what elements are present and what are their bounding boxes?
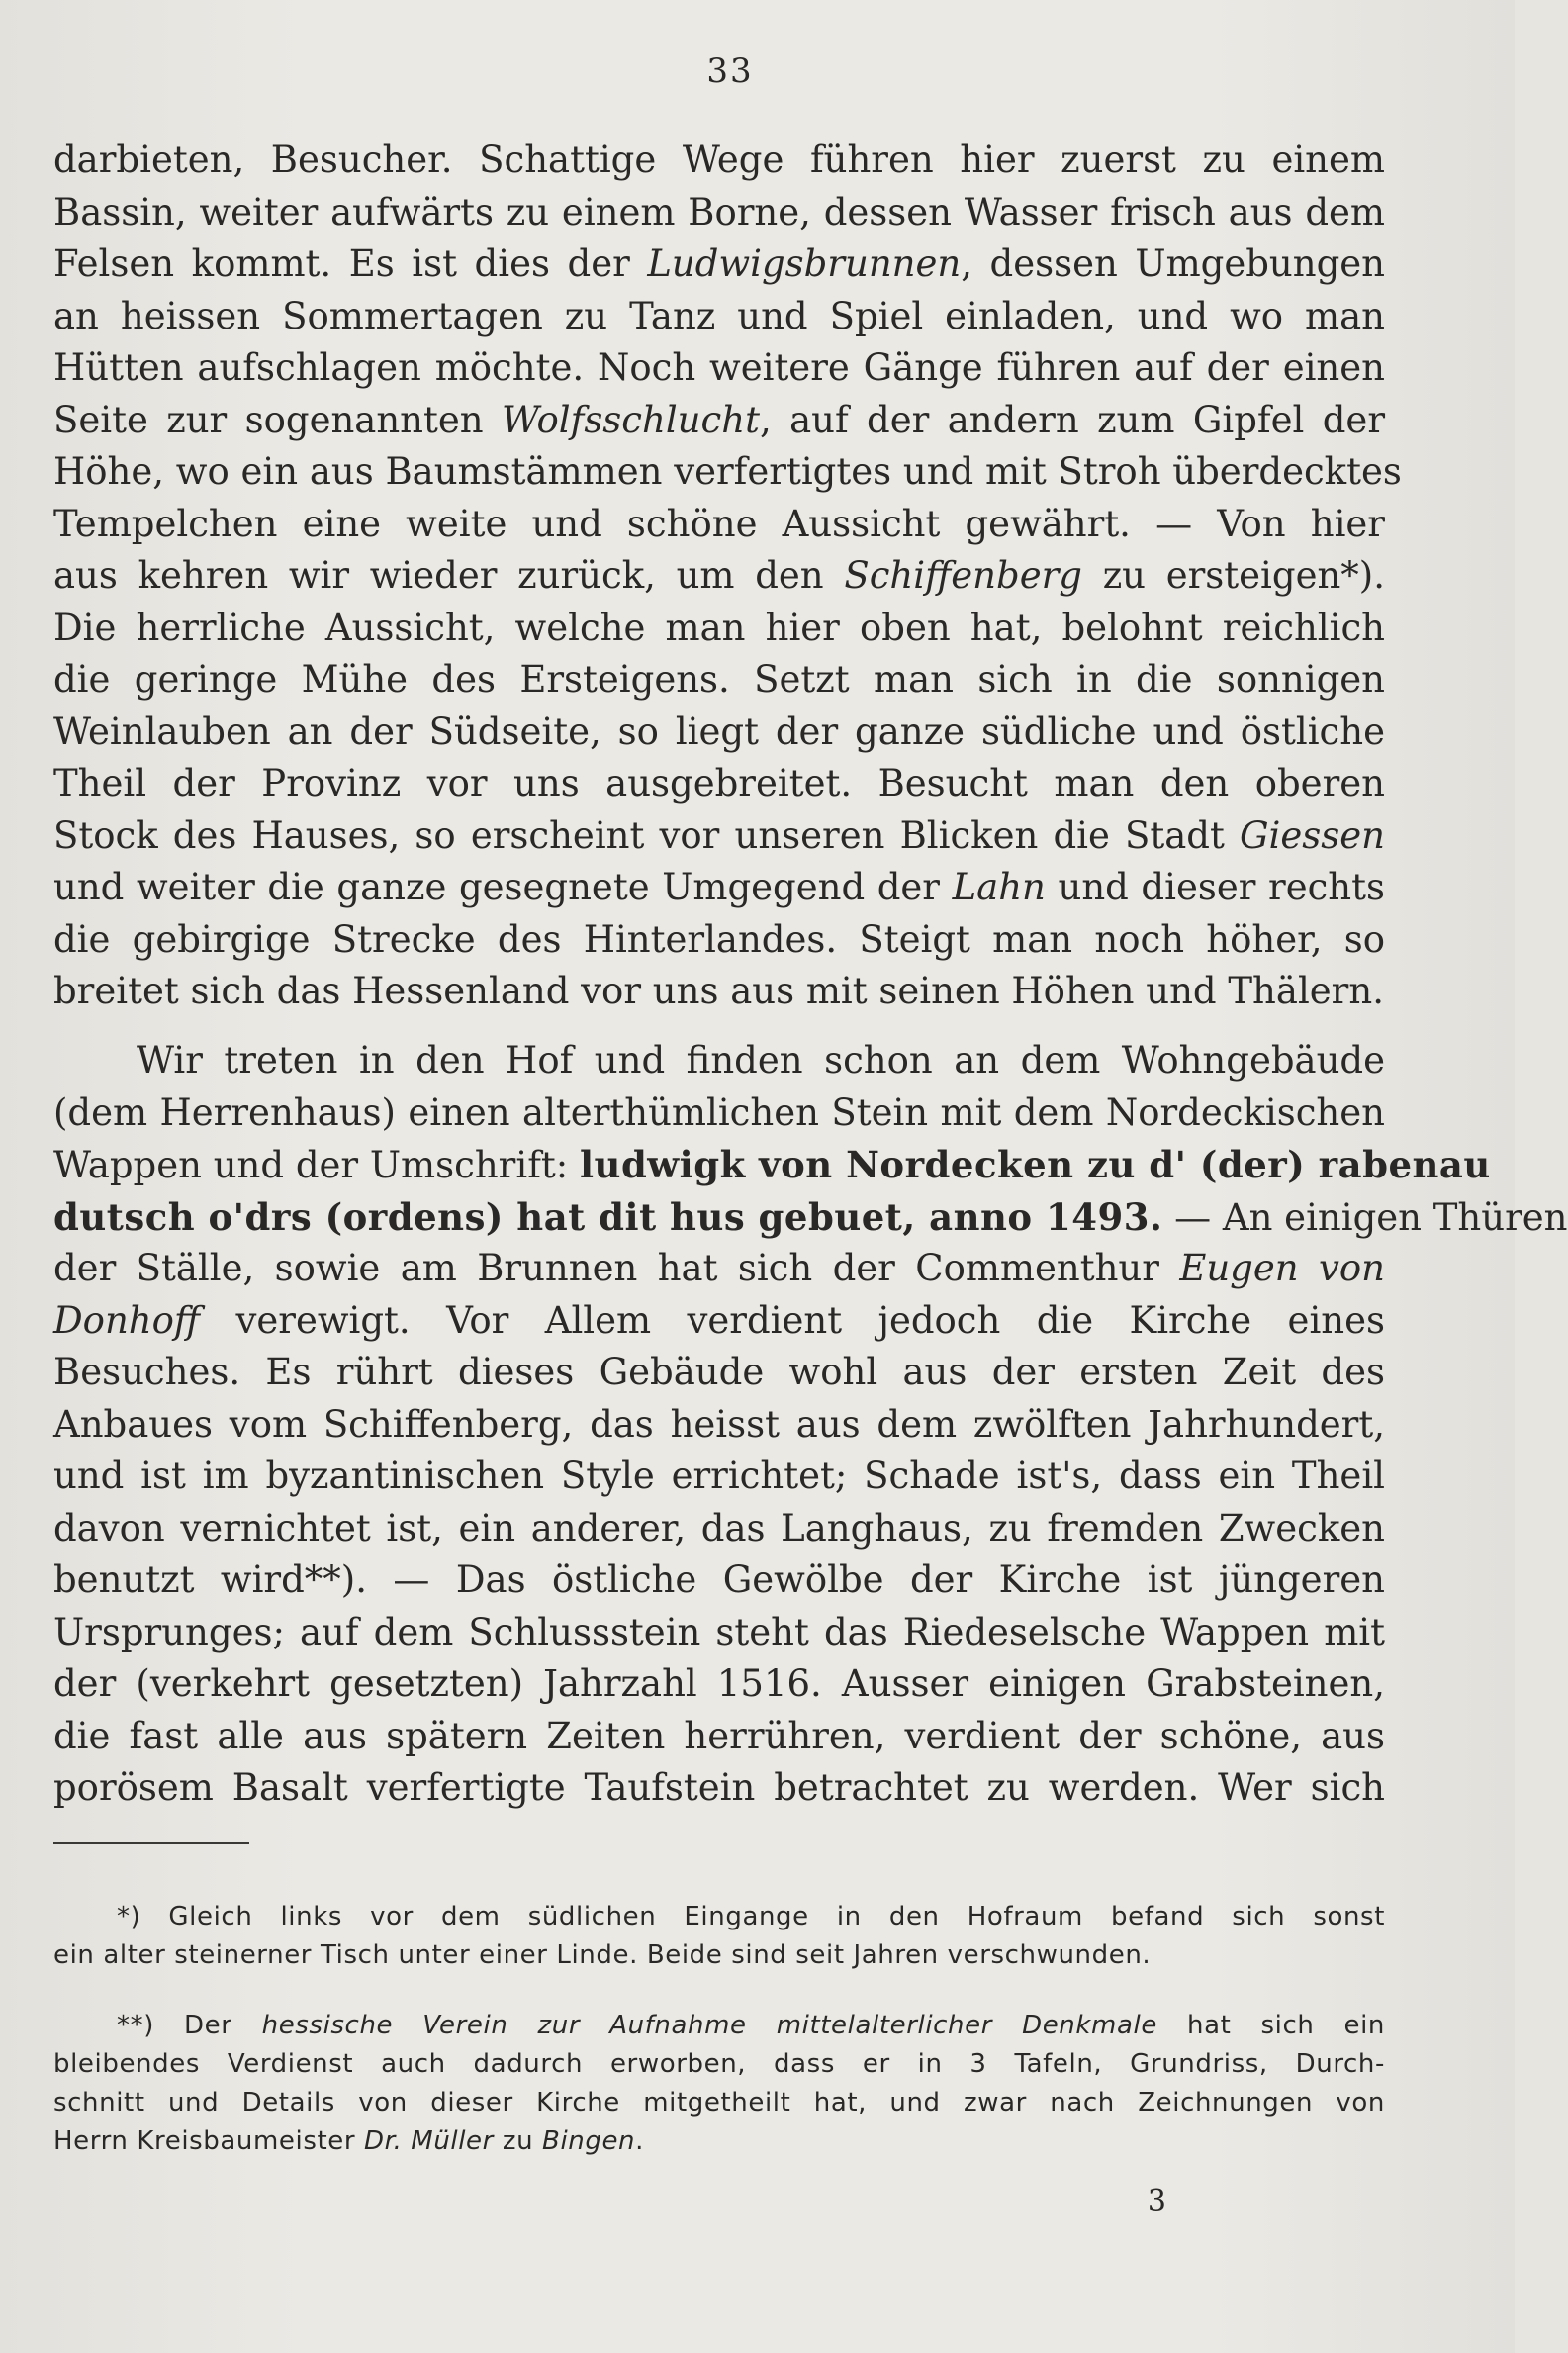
footnote-line: ein alter steinerner Tisch unter einer Linde. Beide sind seit Jahren verschwunden. xyxy=(53,1940,1152,1970)
place-name-giessen: Giessen xyxy=(1240,813,1385,857)
footnote-line: schnitt und Details von dieser Kirche mitgetheilt hat, und zwar nach Zeichnungen von xyxy=(53,2088,1385,2118)
text-line: Theil der Provinz vor uns ausgebreitet. Besucht man den oberen xyxy=(53,762,1385,804)
text-line: Höhe, wo ein aus Baumstämmen verfertigtes und mit Stroh überdecktes xyxy=(53,450,1402,493)
person-name: Eugen von xyxy=(1179,1247,1385,1289)
footnote-line: Herrn Kreisbaumeister Dr. Müller zu Bingen. xyxy=(53,2126,645,2156)
text-line: Besuches. Es rührt dieses Gebäude wohl aus der ersten Zeit des xyxy=(53,1351,1385,1393)
text-line: der Ställe, sowie am Brunnen hat sich der Commenthur Eugen von xyxy=(53,1247,1385,1289)
text-line: Ursprunges; auf dem Schlussstein steht das Riedeselsche Wappen mit xyxy=(53,1610,1385,1653)
text-line: und weiter die ganze gesegnete Umgegend der Lahn und dieser rechts xyxy=(53,866,1385,908)
text-line: dutsch o'drs (ordens) hat dit hus gebuet, anno 1493. — An einigen Thüren xyxy=(53,1194,1568,1239)
text-line: Hütten aufschlagen möchte. Noch weitere Gänge führen auf der einen xyxy=(53,346,1385,389)
inscription-text: dutsch o'drs (ordens) hat dit hus gebuet, anno 1493. xyxy=(53,1194,1163,1239)
text-line: Tempelchen eine weite und schöne Aussicht gewährt. — Von hier xyxy=(53,502,1385,545)
text-line: (dem Herrenhaus) einen alterthümlichen Stein mit dem Nordeckischen xyxy=(53,1090,1385,1134)
person-name: Dr. Müller xyxy=(364,2126,494,2156)
paragraph-2 xyxy=(53,1035,1568,1815)
text-line: Wir treten in den Hof und finden schon an dem Wohngebäude xyxy=(137,1039,1385,1082)
text-line: benutzt wird**). — Das östliche Gewölbe der Kirche ist jüngeren xyxy=(53,1558,1385,1601)
footnote-1 xyxy=(53,1898,1385,1975)
footnote-2 xyxy=(53,2007,1385,2161)
footnote-line: *) Gleich links vor dem südlichen Eingange in den Hofraum befand sich sonst xyxy=(117,1902,1385,1931)
text-line: aus kehren wir wieder zurück, um den Schiffenberg zu ersteigen*). xyxy=(53,554,1386,597)
place-name-schiffenberg: Schiffenberg xyxy=(844,554,1082,597)
footnote-divider xyxy=(53,1842,249,1844)
page-number: 33 xyxy=(706,51,754,91)
place-name-bingen: Bingen xyxy=(542,2126,636,2156)
footnote-line: **) Der hessische Verein zur Aufnahme mittelalterlicher Denkmale hat sich ein xyxy=(117,2011,1385,2040)
text-line: und ist im byzantinischen Style errichtet; Schade ist's, dass ein Theil xyxy=(53,1455,1385,1497)
text-line: die fast alle aus spätern Zeiten herrühren, verdient der schöne, aus xyxy=(53,1714,1385,1757)
text-line: Seite zur sogenannten Wolfsschlucht, auf der andern zum Gipfel der xyxy=(53,398,1386,441)
text-line: die geringe Mühe des Ersteigens. Setzt man sich in die sonnigen xyxy=(53,658,1385,701)
text-line: porösem Basalt verfertigte Taufstein betrachtet zu werden. Wer sich xyxy=(53,1766,1385,1809)
society-name: hessische Verein zur Aufnahme mittelalterlicher Denkmale xyxy=(261,2011,1157,2040)
text-line: der (verkehrt gesetzten) Jahrzahl 1516. Ausser einigen Grabsteinen, xyxy=(53,1662,1385,1705)
text-line: darbieten, Besucher. Schattige Wege führen hier zuerst zu einem xyxy=(53,139,1385,181)
text-line: an heissen Sommertagen zu Tanz und Spiel einladen, und wo man xyxy=(53,294,1385,337)
text-line: Anbaues vom Schiffenberg, das heisst aus dem zwölften Jahrhundert, xyxy=(53,1402,1385,1446)
text-line: Donhoff verewigt. Vor Allem verdient jedoch die Kirche eines xyxy=(53,1298,1385,1342)
text-line: die gebirgige Strecke des Hinterlandes. Steigt man noch höher, so xyxy=(53,917,1385,961)
text-line: Wappen und der Umschrift: ludwigk von Nordecken zu d' (der) rabenau xyxy=(53,1143,1491,1186)
place-name-wolfsschlucht: Wolfsschlucht xyxy=(502,398,760,441)
signature-mark: 3 xyxy=(1147,2184,1166,2218)
place-name-lahn: Lahn xyxy=(952,866,1046,908)
text-line: breitet sich das Hessenland vor uns aus mit seinen Höhen und Thälern. xyxy=(53,970,1384,1012)
paragraph-1 xyxy=(53,135,1402,1018)
person-name: Donhoff xyxy=(53,1298,201,1342)
text-line: Felsen kommt. Es ist dies der Ludwigsbrunnen, dessen Umgebungen xyxy=(53,242,1386,285)
footnote-line: bleibendes Verdienst auch dadurch erworben, dass er in 3 Tafeln, Grundriss, Durch- xyxy=(53,2049,1385,2079)
text-line: davon vernichtet ist, ein anderer, das Langhaus, zu fremden Zwecken xyxy=(53,1506,1385,1550)
text-line: Die herrliche Aussicht, welche man hier oben hat, belohnt reichlich xyxy=(53,606,1385,649)
place-name-ludwigsbrunnen: Ludwigsbrunnen xyxy=(647,242,962,285)
text-line: Weinlauben an der Südseite, so liegt der ganze südliche und östliche xyxy=(53,709,1385,753)
text-line: Bassin, weiter aufwärts zu einem Borne, dessen Wasser frisch aus dem xyxy=(53,190,1385,234)
text-line: Stock des Hauses, so erscheint vor unseren Blicken die Stadt Giessen xyxy=(53,813,1385,857)
inscription-text: ludwigk von Nordecken zu d' (der) rabenau xyxy=(579,1143,1491,1186)
